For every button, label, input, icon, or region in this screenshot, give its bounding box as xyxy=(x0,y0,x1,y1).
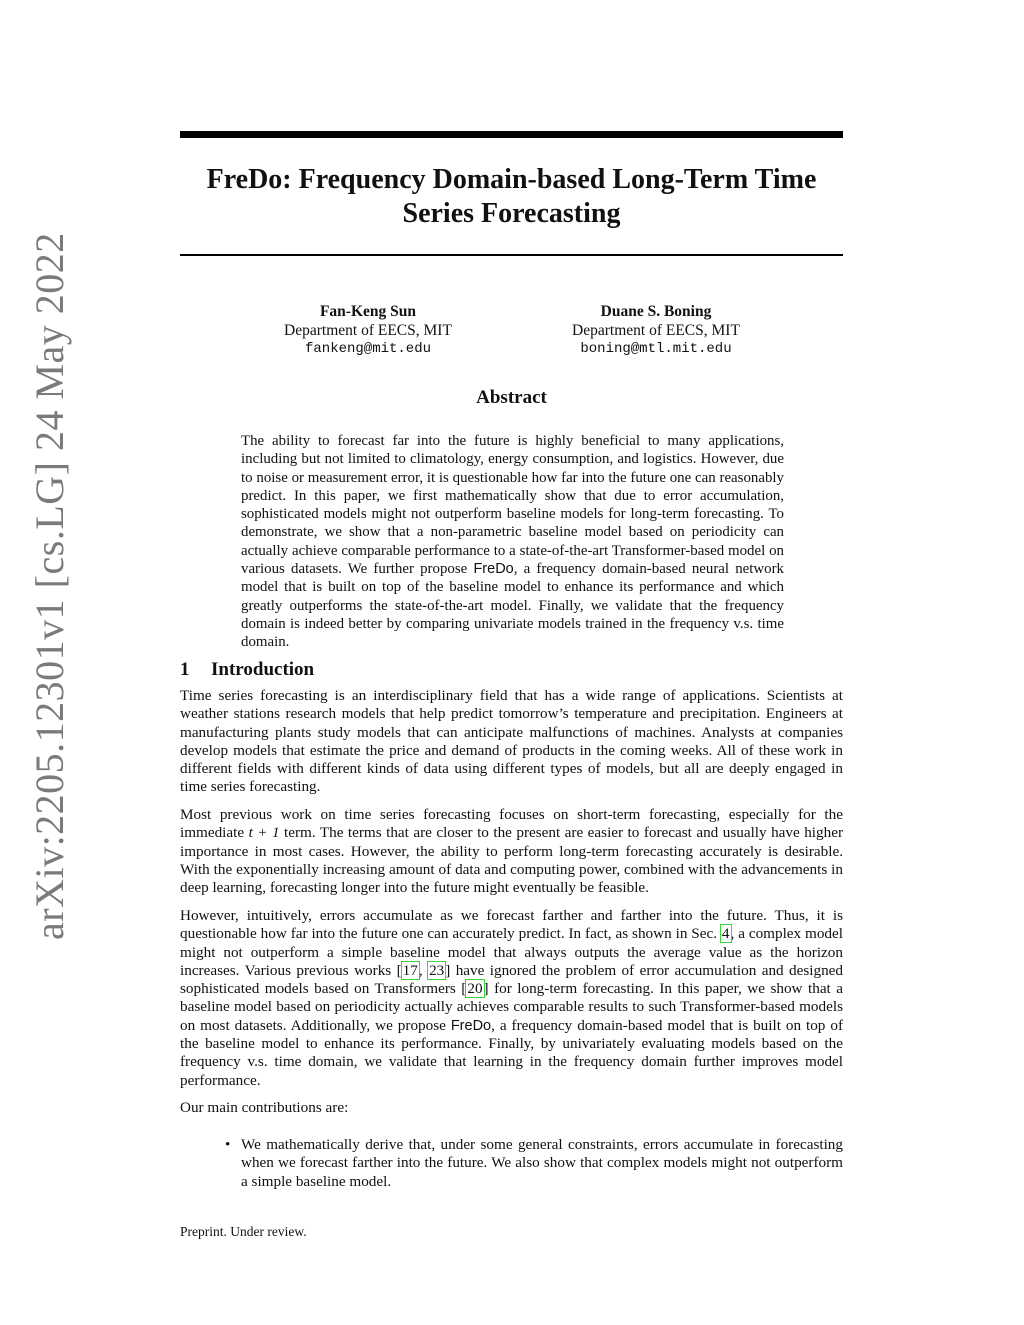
model-name: FreDo xyxy=(450,1017,492,1034)
author-affiliation: Department of EECS, MIT xyxy=(284,322,452,339)
author-affiliation: Department of EECS, MIT xyxy=(572,322,740,339)
arxiv-stamp: arXiv:2205.12301v1 [cs.LG] 24 May 2022 xyxy=(27,232,72,940)
footer-note: Preprint. Under review. xyxy=(180,1224,307,1239)
citation-link[interactable]: 17 xyxy=(402,961,418,979)
paragraph-text: Most previous work on time series forecasting focuses on short-term forecasting, especially for the immediate xyxy=(180,806,843,842)
paper-title xyxy=(180,163,843,231)
section-reference-link[interactable]: 4 xyxy=(721,925,730,943)
abstract-text xyxy=(241,432,784,652)
paragraph-text: ] for long-term forecasting. In this paper, we show that a baseline model based on periodicity actually achieves comparable results to such Transformer-based models on most datasets. Additionally, we propose xyxy=(180,980,843,1034)
list-item-text: We mathematically derive that, under some general constraints, errors accumulate in forecasting when we forecast farther into the future. We also show that complex models might not outperform a simple baseline model. xyxy=(241,1136,843,1190)
model-name: FreDo xyxy=(473,561,514,578)
citation-link[interactable]: 23 xyxy=(429,961,445,979)
paragraph-text: , a complex model might not outperform a simple baseline model that always outputs the average value as the horizon increases. Various previous works [ xyxy=(180,925,843,979)
body-paragraph: Time series forecasting is an interdisciplinary field that has a wide range of applications. Scientists at weather stations research models that help predict tomorrow’s temperature and precipitation. Engineers at manufacturing plants study models that can anticipate malfunctions of machines. Analysts at companies develop models that estimate the price and demand of products in the coming weeks. All of these work in different fields with different kinds of data using different types of models, but all are deeply engaged in time series forecasting. xyxy=(180,687,843,796)
paragraph-text: term. The terms that are closer to the present are easier to forecast and usually have higher importance in most cases. However, the ability to perform long-term forecasting accurately is desirable. With the exponentially increasing amount of data and computing power, combined with the advancements in deep learning, forecasting longer into the future might eventually be feasible. xyxy=(180,824,843,897)
paragraph-text: ] have ignored the problem of error accumulation and designed sophisticated models based on Transformers [ xyxy=(180,961,844,998)
citation-link[interactable]: 20 xyxy=(467,980,483,998)
body-paragraph: Our main contributions are: xyxy=(180,1099,349,1116)
author-email[interactable]: fankeng@mit.edu xyxy=(304,341,432,357)
section-title: Introduction xyxy=(211,659,315,680)
title-line-2: Series Forecasting xyxy=(402,198,621,229)
section-heading xyxy=(180,659,314,681)
title-line-1: FreDo: Frequency Domain-based Long-Term Time xyxy=(206,164,817,195)
author-name: Fan-Keng Sun xyxy=(319,303,417,320)
author-email[interactable]: boning@mtl.mit.edu xyxy=(580,341,732,357)
author-block xyxy=(218,302,518,359)
section-number: 1 xyxy=(180,659,190,680)
body-paragraph xyxy=(180,907,843,1090)
paragraph-text: , a frequency domain-based model that is built on top of the baseline model to enhance its performance. Finally, by univariately evaluating models based on the frequency v.s. time domain, we validate that learning in the frequency domain further improves model performance. xyxy=(180,1016,843,1089)
author-block xyxy=(506,302,806,359)
paragraph-text: However, intuitively, errors accumulate as we forecast farther and farther into the future. Thus, it is questionable how far into the future one can accurately predict. In fact, as shown in Sec. xyxy=(180,907,843,943)
citation-separator: , xyxy=(418,961,429,979)
abstract-text-part: The ability to forecast far into the future is highly beneficial to many applications, including but not limited to climatology, energy consumption, and logistics. However, due to noise or measurement error, it is questionable how far into the future one can reasonably predict. In this paper, we first mathematically show that due to error accumulation, sophisticated models might not outperform baseline models for long-term forecasting. To demonstrate, we show that a non-parametric baseline model based on periodicity can actually achieve comparable performance to a state-of-the-art Transformer-based model on various datasets. We further propose xyxy=(241,433,784,578)
list-item xyxy=(225,1136,843,1191)
bullet-icon: • xyxy=(225,1136,231,1153)
author-name: Duane S. Boning xyxy=(600,303,712,320)
math-expression: t + 1 xyxy=(248,824,280,842)
body-paragraph xyxy=(180,806,843,897)
title-top-rule xyxy=(180,131,843,138)
abstract-text-part: , a frequency domain-based neural network model that is built on top of the baseline model to enhance its performance and which greatly outperforms the state-of-the-art model. Finally, we validate that the frequency domain is indeed better by comparing univariate models trained in the frequency v.s. time domain. xyxy=(241,561,785,651)
title-bottom-rule xyxy=(180,254,843,256)
abstract-heading: Abstract xyxy=(476,387,547,408)
contributions-list xyxy=(225,1136,843,1191)
